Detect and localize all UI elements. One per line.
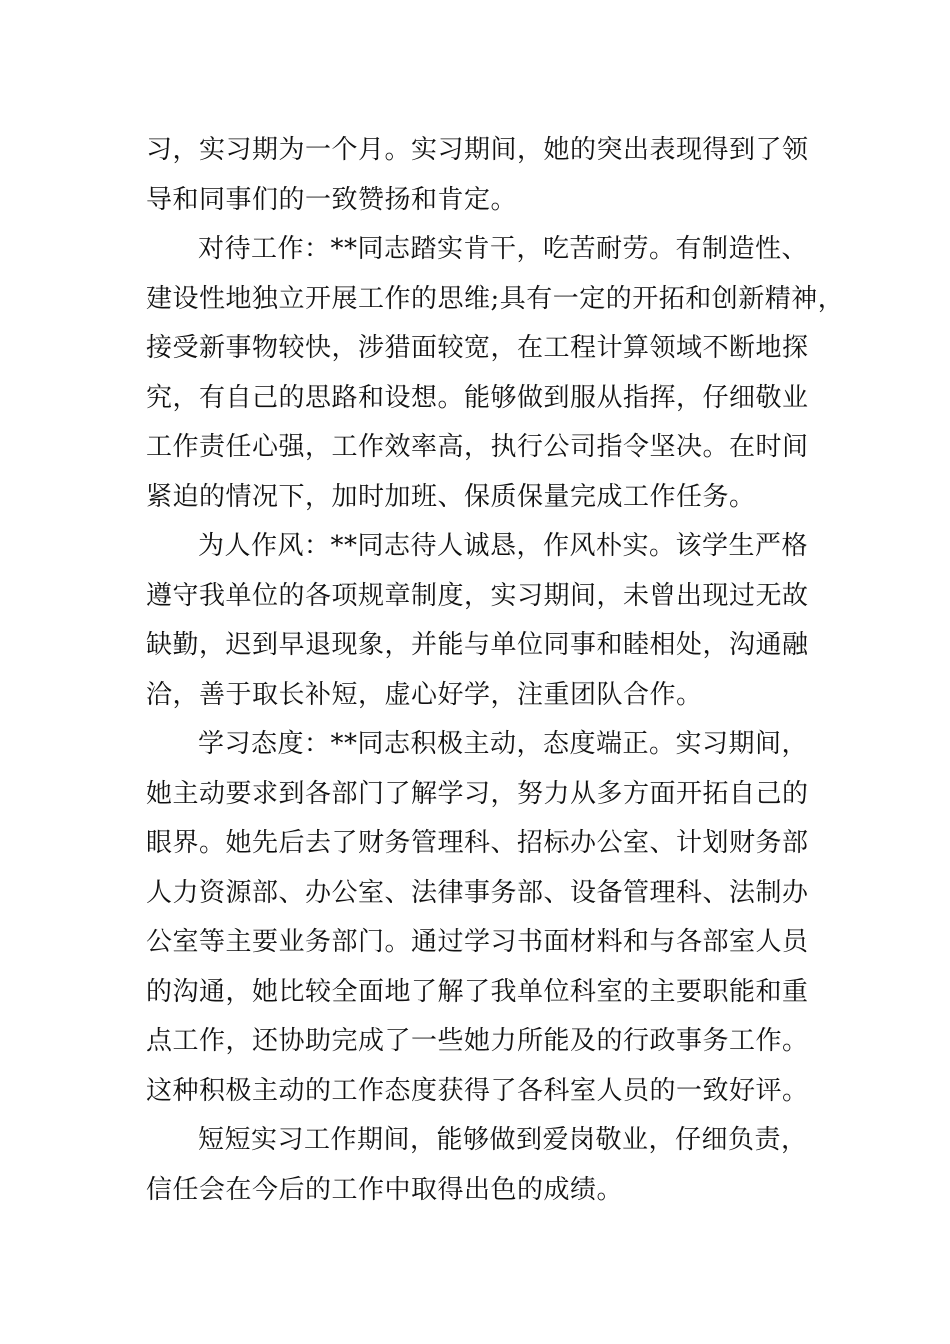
text-line: 建设性地独立开展工作的思维;具有一定的开拓和创新精神， bbox=[146, 283, 845, 314]
text-line: 洽，善于取长补短，虚心好学，注重团队合作。 bbox=[146, 679, 703, 710]
text-line: 工作责任心强，工作效率高，执行公司指令坚决。在时间 bbox=[146, 432, 809, 462]
text-line: 习，实习期为一个月。实习期间，她的突出表现得到了领 bbox=[146, 135, 809, 165]
text-line: 究，有自己的思路和设想。能够做到服从指挥，仔细敬业 bbox=[146, 382, 809, 413]
text-line: 的沟通，她比较全面地了解了我单位科室的主要职能和重 bbox=[146, 976, 809, 1007]
text-line: 信任会在今后的工作中取得出色的成绩。 bbox=[146, 1174, 624, 1205]
text-line: 她主动要求到各部门了解学习，努力从多方面开拓自己的 bbox=[146, 778, 809, 809]
text-line: 缺勤，迟到早退现象，并能与单位同事和睦相处，沟通融 bbox=[146, 630, 809, 660]
text-line: 接受新事物较快，涉猎面较宽，在工程计算领域不断地探 bbox=[146, 333, 809, 363]
text-line: 公室等主要业务部门。通过学习书面材料和与各部室人员 bbox=[146, 927, 809, 957]
text-line: 紧迫的情况下，加时加班、保质保量完成工作任务。 bbox=[146, 481, 756, 512]
paragraph-start-line: 为人作风：**同志待人诚恳，作风朴实。该学生严格 bbox=[198, 531, 809, 561]
text-line: 人力资源部、办公室、法律事务部、设备管理科、法制办 bbox=[146, 877, 809, 908]
text-line: 导和同事们的一致赞扬和肯定。 bbox=[146, 184, 518, 215]
text-line: 遵守我单位的各项规章制度，实习期间，未曾出现过无故 bbox=[146, 580, 809, 611]
paragraph-start-line: 对待工作：**同志踏实肯干，吃苦耐劳。有制造性、 bbox=[198, 234, 809, 264]
text-line: 眼界。她先后去了财务管理科、招标办公室、计划财务部 bbox=[146, 828, 809, 858]
text-line: 这种积极主动的工作态度获得了各科室人员的一致好评。 bbox=[146, 1075, 809, 1106]
text-line: 点工作，还协助完成了一些她力所能及的行政事务工作。 bbox=[146, 1026, 809, 1056]
paragraph-start-line: 学习态度：**同志积极主动，态度端正。实习期间， bbox=[198, 729, 809, 759]
document-body bbox=[146, 126, 845, 1215]
paragraph-start-line: 短短实习工作期间，能够做到爱岗敬业，仔细负责， bbox=[198, 1125, 808, 1155]
